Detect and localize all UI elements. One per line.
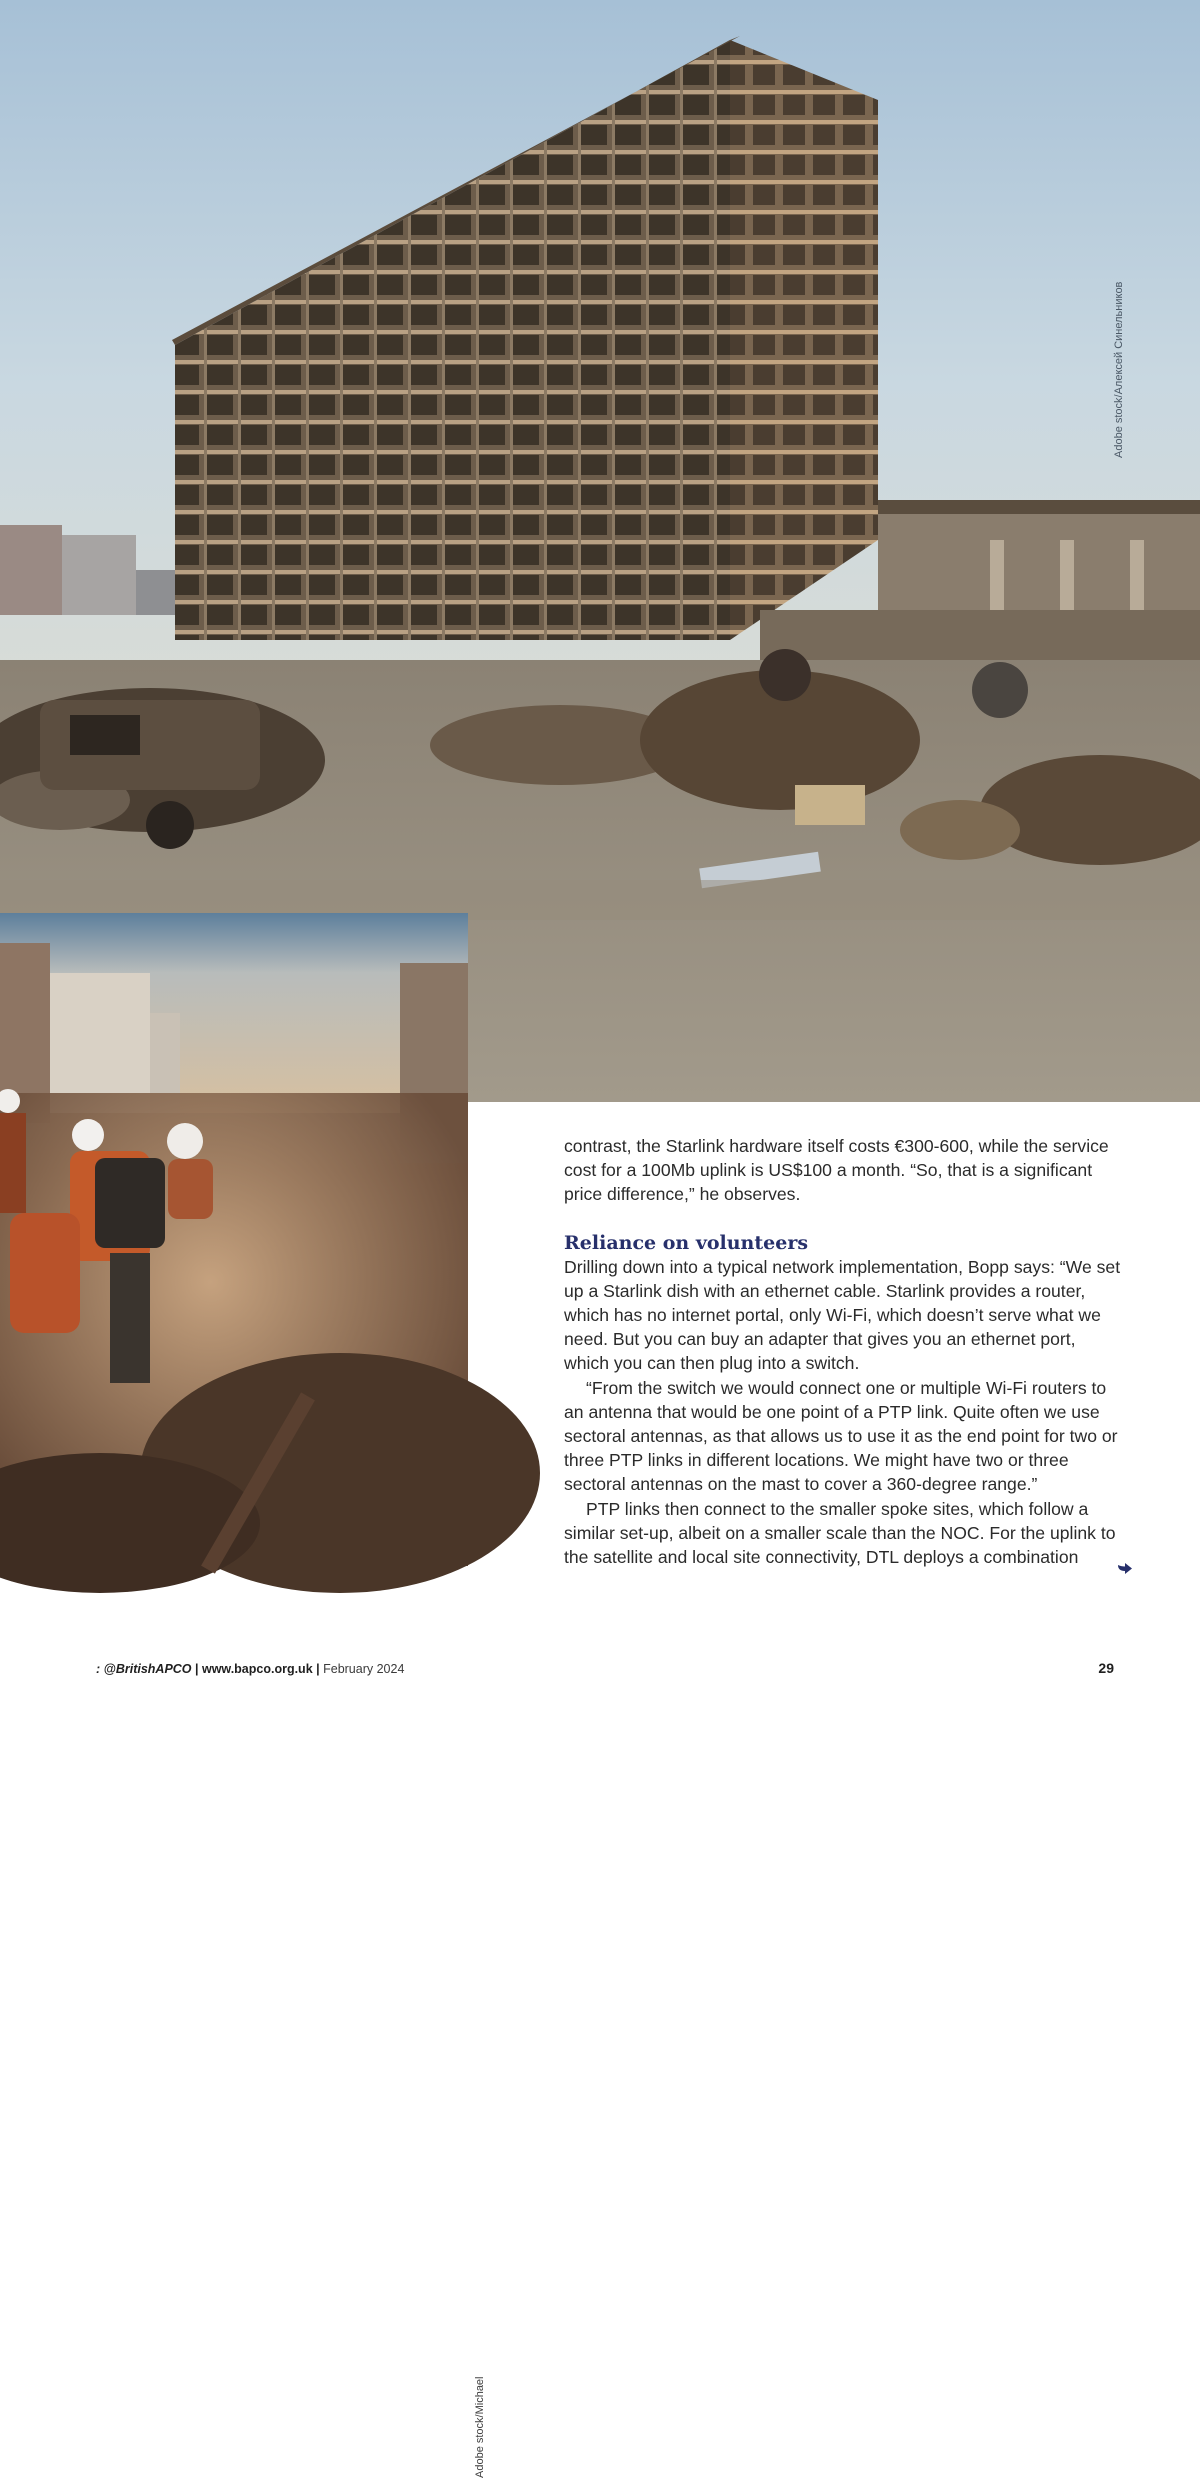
inset-photo [0,913,468,1566]
article-paragraph: PTP links then connect to the smaller spoke sites, which follow a similar set-up, albeit on a smaller scale than the NOC. For the uplink to the satellite and local site connectivity, DTL deploys a combination [564,1497,1124,1570]
hero-photo-credit: Adobe stock/Алексей Синельников [1113,282,1125,458]
page-footer [96,1662,404,1676]
page-number: 29 [1098,1660,1114,1676]
footer-separator: | [313,1662,323,1676]
footer-twitter-handle[interactable]: : @BritishAPCO [96,1662,192,1676]
section-heading: Reliance on volunteers [564,1231,1124,1255]
inset-photo-credit: Adobe stock/Michael [474,2377,486,2478]
inset-photo-illustration [0,913,468,1566]
continue-arrow-icon [1117,1561,1133,1575]
article-paragraph: Drilling down into a typical network implementation, Bopp says: “We set up a Starlink dish with an ethernet cable. Starlink provides a router, which has no internet portal, only Wi-Fi, which doesn’t serve what we need. But you can buy an adapter that gives you an ethernet port, which you can then plug into a switch. [564,1255,1124,1376]
footer-separator: | [192,1662,202,1676]
footer-website-link[interactable]: www.bapco.org.uk [202,1662,313,1676]
article-paragraph-intro: contrast, the Starlink hardware itself costs €300-600, while the service cost for a 100Mb uplink is US$100 a month. “So, that is a significant price difference,” he observes. [564,1134,1124,1207]
article-body [564,1134,1124,1569]
footer-issue-date: February 2024 [323,1662,404,1676]
article-paragraph: “From the switch we would connect one or multiple Wi-Fi routers to an antenna that would be one point of a PTP link. Quite often we use sectoral antennas, as that allows us to use it as the end point for two or three PTP links in different locations. We might have two or three sectoral antennas on the mast to cover a 360-degree range.” [564,1376,1124,1497]
